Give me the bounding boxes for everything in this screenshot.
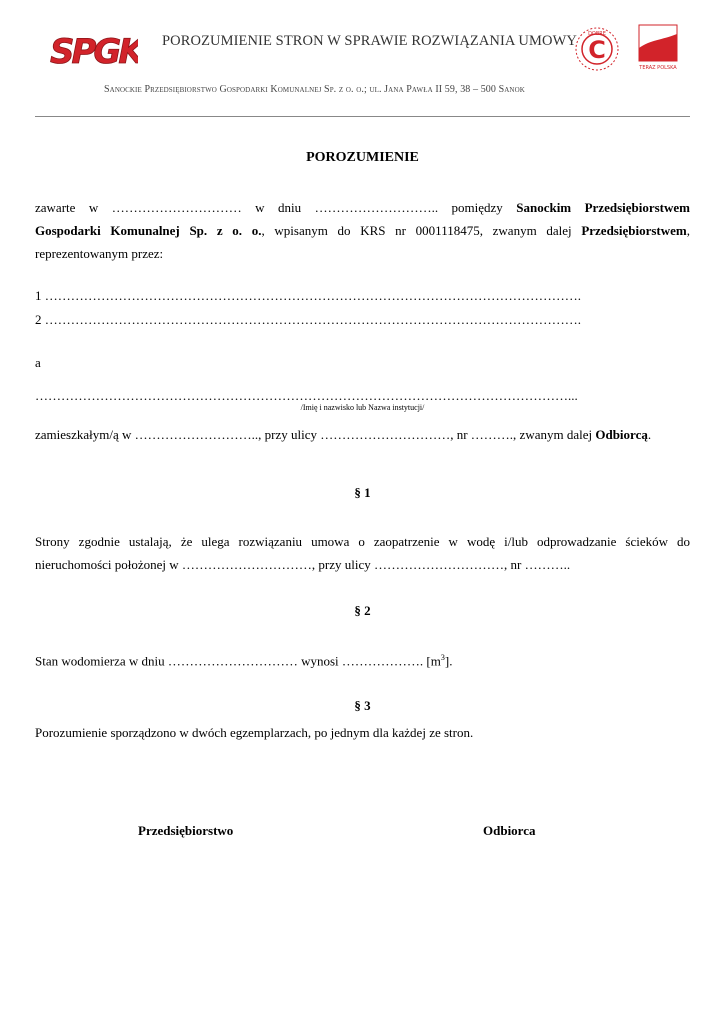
section-2-heading: § 2 [354,603,371,618]
recipient-alias: Odbiorcą [595,427,648,442]
date-blank: ……………………….. [314,200,439,215]
svg-text:C: C [588,36,606,64]
intro-comma: , [686,223,690,238]
meter-reading-end: ]. [444,653,453,669]
spgk-logo-text: SPGK [50,32,138,70]
dobre-c-badge-icon [574,26,620,72]
header-title: POROZUMIENIE STRON W SPRAWIE ROZWIĄZANIA UMOWY [162,33,577,49]
party-name-caption: /Imię i nazwisko lub Nazwa instytucji/ [300,403,425,412]
intro-line-2 [35,219,690,242]
and-conjunction: a [35,355,41,370]
residence-end: . [647,427,652,442]
teraz-polska-logo [638,24,678,72]
signature-company-label: Przedsiębiorstwo [138,823,234,838]
intro-text-c: w dniu [255,200,302,215]
signature-recipient-label: Odbiorca [483,823,536,838]
party-name-line: ……………………………………………………………………………………………………………... [35,388,578,403]
intro-line-3: reprezentowanym przez: [35,246,164,261]
intro-text-a: zawarte w [35,200,99,215]
company-name-part2: Gospodarki Komunalnej Sp. z o. o. [35,223,262,238]
meter-reading-text: Stan wodomierza w dniu ………………………… wynosi ………………. [m [35,653,441,669]
residence-text: zamieszkałym/ą w ……………………….., przy ulicy …………………………, nr ………., zwanym dalej [35,427,596,442]
section-1-line-2: nieruchomości położonej w …………………………, przy ulicy …………………………, nr ……….. [35,557,571,572]
svg-text:TERAZ POLSKA: TERAZ POLSKA [639,65,677,71]
intro-line-1 [35,196,690,219]
section-3-body: Porozumienie sporządzono w dwóch egzemplarzach, po jednym dla każdej ze stron. [35,725,474,740]
section-1-heading: § 1 [354,485,371,500]
intro-text-e: pomiędzy [451,200,503,215]
company-address: Sanockie Przedsiębiorstwo Gospodarki Komunalnej Sp. z o. o.; ul. Jana Pawła II 59, 38 – 500 Sanok [104,84,525,95]
krs-text: , wpisanym do KRS nr 0001118475, zwanym dalej [261,223,582,238]
intro-paragraph [35,196,690,265]
representative-1-line: 1 ……………………………………………………………………………………………………………. [35,288,581,303]
section-1-line-1: Strony zgodnie ustalają, że ulega rozwiązaniu umowa o zaopatrzenie w wodę i/lub odprowadzanie ścieków do [35,534,690,549]
cubic-superscript: 3 [440,653,445,662]
document-title: POROZUMIENIE [306,150,419,165]
svg-text:DOBRE: DOBRE [588,31,606,37]
section-1-body [35,530,690,576]
representative-2-line: 2 ……………………………………………………………………………………………………………. [35,312,581,327]
section-2-body [35,646,690,672]
section-3-heading: § 3 [354,698,371,713]
spgk-logo [48,26,138,70]
company-name-part1: Sanockim Przedsiębiorstwem [516,200,690,215]
place-blank: ………………………… [111,200,242,215]
header-divider [35,116,690,117]
residence-line [35,423,690,446]
company-alias: Przedsiębiorstwem [581,223,687,238]
